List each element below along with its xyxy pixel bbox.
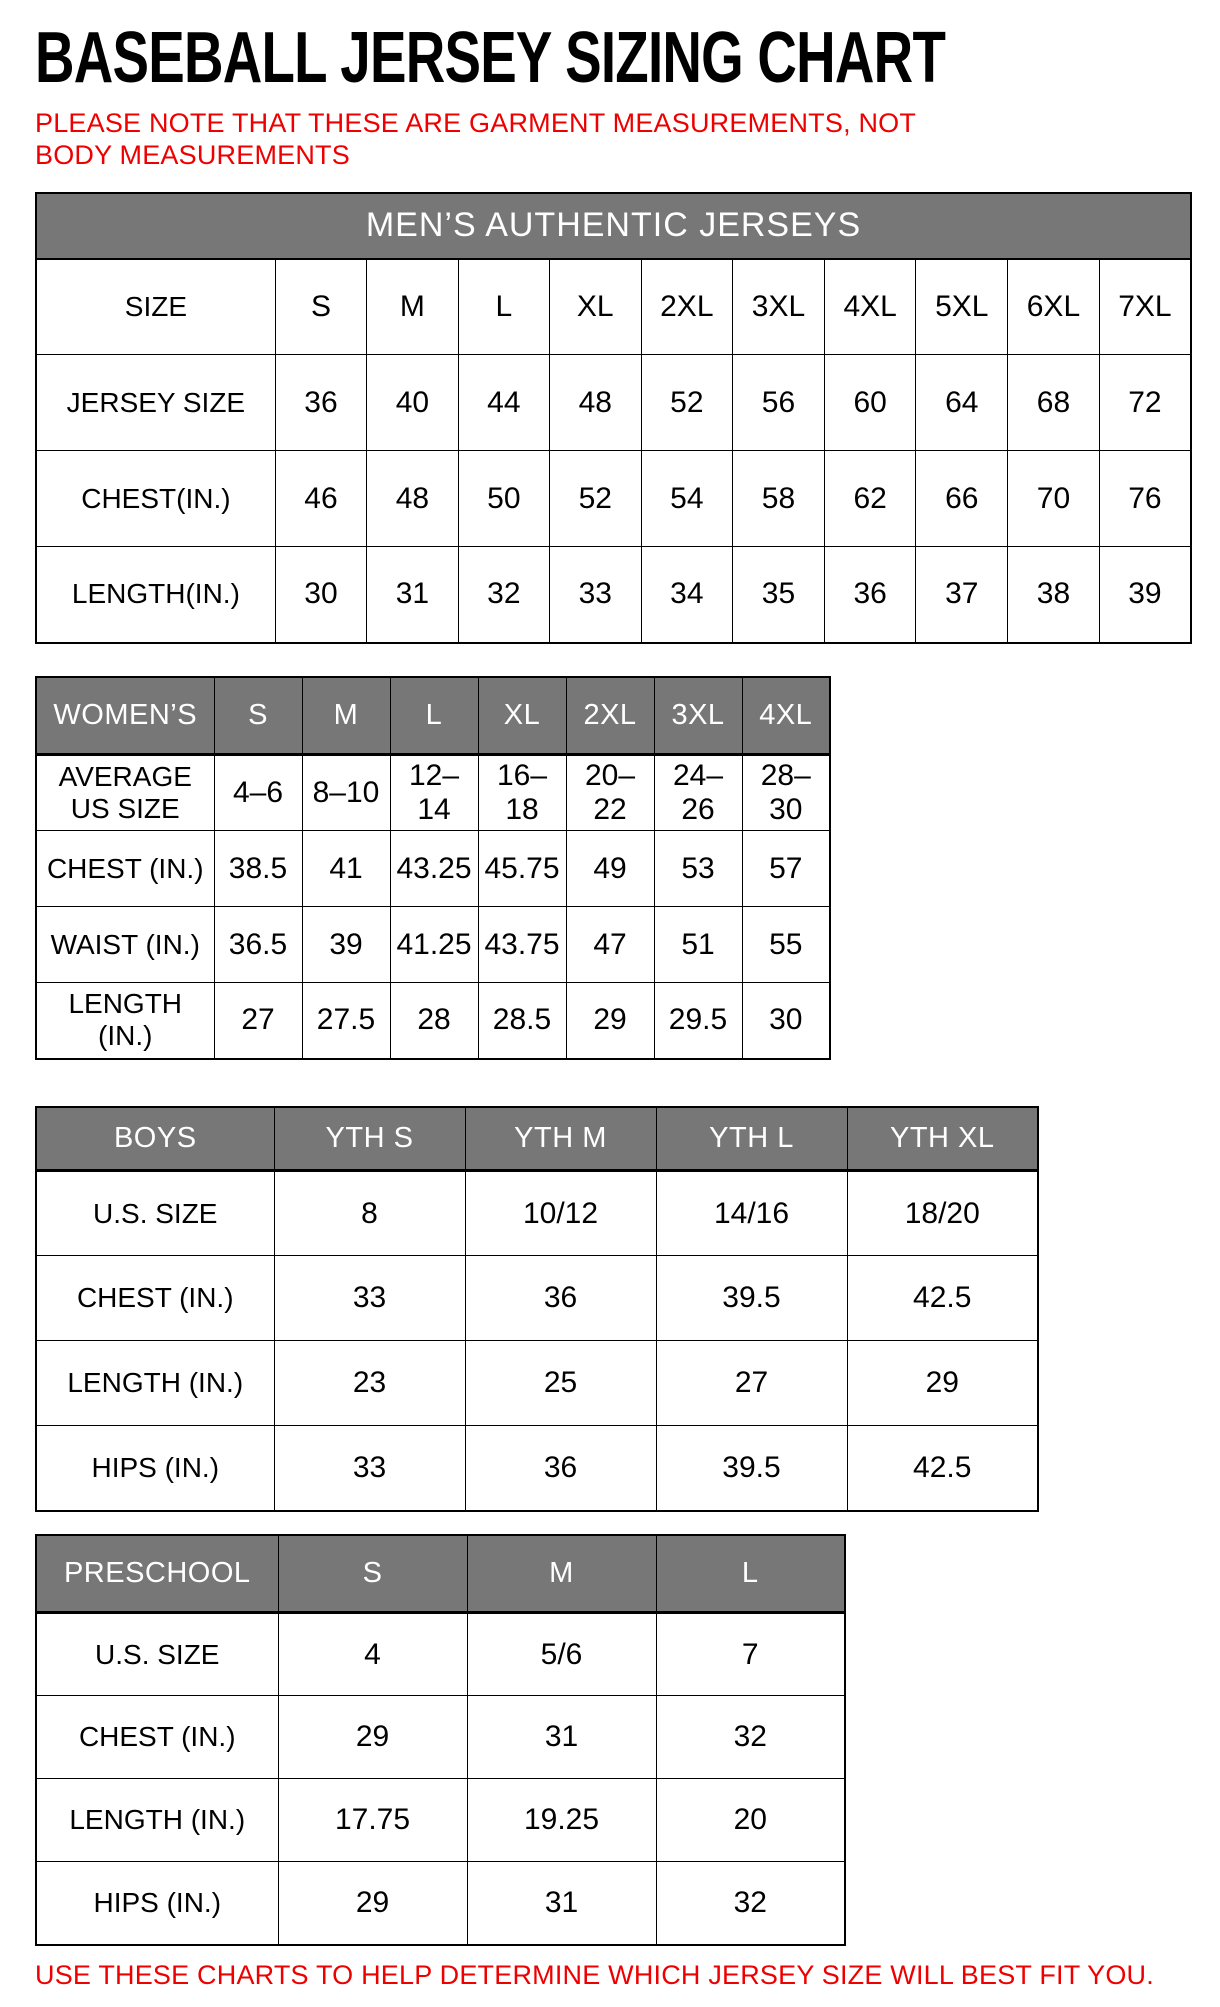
preschool-row-label: LENGTH (IN.) xyxy=(36,1779,278,1862)
preschool-value-cell: 20 xyxy=(656,1779,845,1862)
mens-value-cell: 44 xyxy=(458,355,549,451)
womens-value-cell: 24–26 xyxy=(654,755,742,831)
womens-value-cell: 38.5 xyxy=(214,831,302,907)
womens-value-cell: 41.25 xyxy=(390,907,478,983)
fit-advice-note: USE THESE CHARTS TO HELP DETERMINE WHICH JERSEY SIZE WILL BEST FIT YOU. xyxy=(35,1959,1154,1990)
preschool-value-cell: 17.75 xyxy=(278,1779,467,1862)
boys-row-label: HIPS (IN.) xyxy=(36,1426,274,1511)
preschool-value-cell: 29 xyxy=(278,1862,467,1945)
womens-value-cell: 30 xyxy=(742,983,830,1059)
preschool-header-cell: S xyxy=(278,1535,467,1613)
mens-value-cell: 66 xyxy=(916,451,1008,547)
boys-value-cell: 33 xyxy=(274,1426,465,1511)
mens-value-cell: 70 xyxy=(1008,451,1100,547)
boys-value-cell: 42.5 xyxy=(847,1426,1038,1511)
preschool-row-label: U.S. SIZE xyxy=(36,1613,278,1696)
mens-value-cell: 48 xyxy=(367,451,458,547)
preschool-value-cell: 7 xyxy=(656,1613,845,1696)
mens-value-cell: 50 xyxy=(458,451,549,547)
womens-header-cell: 3XL xyxy=(654,677,742,755)
mens-value-cell: 52 xyxy=(550,451,641,547)
boys-header-cell: YTH L xyxy=(656,1107,847,1171)
mens-value-cell: 58 xyxy=(733,451,825,547)
preschool-row-label: HIPS (IN.) xyxy=(36,1862,278,1945)
boys-value-cell: 10/12 xyxy=(465,1171,656,1256)
womens-header-label: WOMEN’S xyxy=(36,677,214,755)
womens-value-cell: 45.75 xyxy=(478,831,566,907)
boys-value-cell: 36 xyxy=(465,1256,656,1341)
mens-row xyxy=(36,451,1191,547)
preschool-header-row xyxy=(36,1535,845,1613)
womens-value-cell: 20–22 xyxy=(566,755,654,831)
mens-value-cell: 76 xyxy=(1099,451,1191,547)
mens-value-cell: 56 xyxy=(733,355,825,451)
womens-value-cell: 28 xyxy=(390,983,478,1059)
womens-row-label: WAIST (IN.) xyxy=(36,907,214,983)
mens-row xyxy=(36,547,1191,643)
boys-header-label: BOYS xyxy=(36,1107,274,1171)
womens-header-cell: XL xyxy=(478,677,566,755)
boys-row xyxy=(36,1341,1038,1426)
mens-banner-row xyxy=(36,193,1191,259)
womens-row-label: AVERAGE US SIZE xyxy=(36,755,214,831)
mens-value-cell: 34 xyxy=(641,547,733,643)
mens-row xyxy=(36,259,1191,355)
page-title xyxy=(35,18,1192,98)
boys-sizing-table xyxy=(35,1106,1039,1512)
mens-value-cell: 2XL xyxy=(641,259,733,355)
mens-banner: MEN’S AUTHENTIC JERSEYS xyxy=(36,193,1191,259)
mens-value-cell: 35 xyxy=(733,547,825,643)
mens-value-cell: 31 xyxy=(367,547,458,643)
womens-header-cell: 4XL xyxy=(742,677,830,755)
preschool-header-label: PRESCHOOL xyxy=(36,1535,278,1613)
preschool-row xyxy=(36,1696,845,1779)
mens-row xyxy=(36,355,1191,451)
womens-value-cell: 55 xyxy=(742,907,830,983)
preschool-header-cell: M xyxy=(467,1535,656,1613)
mens-value-cell: 62 xyxy=(824,451,916,547)
boys-value-cell: 36 xyxy=(465,1426,656,1511)
womens-header-cell: 2XL xyxy=(566,677,654,755)
mens-value-cell: 30 xyxy=(275,547,366,643)
mens-value-cell: 64 xyxy=(916,355,1008,451)
boys-value-cell: 18/20 xyxy=(847,1171,1038,1256)
mens-value-cell: 33 xyxy=(550,547,641,643)
womens-row xyxy=(36,831,830,907)
womens-header-cell: L xyxy=(390,677,478,755)
womens-row xyxy=(36,983,830,1059)
womens-row xyxy=(36,907,830,983)
mens-value-cell: 60 xyxy=(824,355,916,451)
womens-value-cell: 51 xyxy=(654,907,742,983)
womens-header-cell: M xyxy=(302,677,390,755)
garment-measurements-note: PLEASE NOTE THAT THESE ARE GARMENT MEASUREMENTS, NOT BODY MEASUREMENTS xyxy=(35,108,916,170)
boys-row xyxy=(36,1426,1038,1511)
womens-value-cell: 27.5 xyxy=(302,983,390,1059)
womens-value-cell: 43.25 xyxy=(390,831,478,907)
mens-value-cell: 68 xyxy=(1008,355,1100,451)
womens-value-cell: 29 xyxy=(566,983,654,1059)
mens-value-cell: 40 xyxy=(367,355,458,451)
womens-header-cell: S xyxy=(214,677,302,755)
preschool-row xyxy=(36,1613,845,1696)
womens-value-cell: 28.5 xyxy=(478,983,566,1059)
womens-value-cell: 16–18 xyxy=(478,755,566,831)
mens-value-cell: 6XL xyxy=(1008,259,1100,355)
boys-row-label: U.S. SIZE xyxy=(36,1171,274,1256)
boys-value-cell: 42.5 xyxy=(847,1256,1038,1341)
preschool-value-cell: 4 xyxy=(278,1613,467,1696)
mens-value-cell: M xyxy=(367,259,458,355)
boys-value-cell: 39.5 xyxy=(656,1256,847,1341)
womens-value-cell: 49 xyxy=(566,831,654,907)
womens-value-cell: 39 xyxy=(302,907,390,983)
mens-row-label: JERSEY SIZE xyxy=(36,355,275,451)
mens-value-cell: XL xyxy=(550,259,641,355)
womens-value-cell: 28–30 xyxy=(742,755,830,831)
womens-value-cell: 27 xyxy=(214,983,302,1059)
boys-value-cell: 25 xyxy=(465,1341,656,1426)
mens-value-cell: 37 xyxy=(916,547,1008,643)
mens-value-cell: L xyxy=(458,259,549,355)
preschool-value-cell: 31 xyxy=(467,1862,656,1945)
page-title-text: BASEBALL JERSEY SIZING CHART xyxy=(35,18,946,98)
mens-value-cell: 46 xyxy=(275,451,366,547)
womens-value-cell: 41 xyxy=(302,831,390,907)
boys-row xyxy=(36,1256,1038,1341)
boys-header-cell: YTH M xyxy=(465,1107,656,1171)
womens-value-cell: 12–14 xyxy=(390,755,478,831)
womens-value-cell: 36.5 xyxy=(214,907,302,983)
preschool-row-label: CHEST (IN.) xyxy=(36,1696,278,1779)
mens-row-label: LENGTH(IN.) xyxy=(36,547,275,643)
preschool-row xyxy=(36,1862,845,1945)
mens-value-cell: 54 xyxy=(641,451,733,547)
mens-value-cell: 72 xyxy=(1099,355,1191,451)
womens-row xyxy=(36,755,830,831)
mens-authentic-jerseys-table xyxy=(35,192,1192,644)
boys-header-row xyxy=(36,1107,1038,1171)
preschool-value-cell: 5/6 xyxy=(467,1613,656,1696)
preschool-header-cell: L xyxy=(656,1535,845,1613)
boys-row-label: CHEST (IN.) xyxy=(36,1256,274,1341)
boys-value-cell: 29 xyxy=(847,1341,1038,1426)
preschool-sizing-table xyxy=(35,1534,846,1946)
mens-value-cell: 36 xyxy=(824,547,916,643)
mens-value-cell: 39 xyxy=(1099,547,1191,643)
mens-row-label: CHEST(IN.) xyxy=(36,451,275,547)
preschool-value-cell: 19.25 xyxy=(467,1779,656,1862)
mens-value-cell: 38 xyxy=(1008,547,1100,643)
boys-value-cell: 27 xyxy=(656,1341,847,1426)
mens-value-cell: 36 xyxy=(275,355,366,451)
boys-value-cell: 14/16 xyxy=(656,1171,847,1256)
mens-value-cell: 48 xyxy=(550,355,641,451)
preschool-row xyxy=(36,1779,845,1862)
mens-value-cell: 3XL xyxy=(733,259,825,355)
womens-value-cell: 43.75 xyxy=(478,907,566,983)
preschool-value-cell: 32 xyxy=(656,1696,845,1779)
boys-row xyxy=(36,1171,1038,1256)
boys-value-cell: 8 xyxy=(274,1171,465,1256)
womens-value-cell: 57 xyxy=(742,831,830,907)
womens-value-cell: 4–6 xyxy=(214,755,302,831)
boys-value-cell: 39.5 xyxy=(656,1426,847,1511)
mens-value-cell: S xyxy=(275,259,366,355)
boys-header-cell: YTH XL xyxy=(847,1107,1038,1171)
boys-row-label: LENGTH (IN.) xyxy=(36,1341,274,1426)
mens-value-cell: 52 xyxy=(641,355,733,451)
preschool-value-cell: 29 xyxy=(278,1696,467,1779)
womens-header-row xyxy=(36,677,830,755)
womens-value-cell: 53 xyxy=(654,831,742,907)
mens-value-cell: 32 xyxy=(458,547,549,643)
mens-value-cell: 4XL xyxy=(824,259,916,355)
boys-value-cell: 23 xyxy=(274,1341,465,1426)
boys-header-cell: YTH S xyxy=(274,1107,465,1171)
womens-value-cell: 8–10 xyxy=(302,755,390,831)
preschool-value-cell: 31 xyxy=(467,1696,656,1779)
mens-value-cell: 7XL xyxy=(1099,259,1191,355)
mens-row-label: SIZE xyxy=(36,259,275,355)
womens-sizing-table xyxy=(35,676,831,1060)
womens-row-label: CHEST (IN.) xyxy=(36,831,214,907)
mens-value-cell: 5XL xyxy=(916,259,1008,355)
womens-value-cell: 29.5 xyxy=(654,983,742,1059)
preschool-value-cell: 32 xyxy=(656,1862,845,1945)
womens-row-label: LENGTH (IN.) xyxy=(36,983,214,1059)
boys-value-cell: 33 xyxy=(274,1256,465,1341)
womens-value-cell: 47 xyxy=(566,907,654,983)
